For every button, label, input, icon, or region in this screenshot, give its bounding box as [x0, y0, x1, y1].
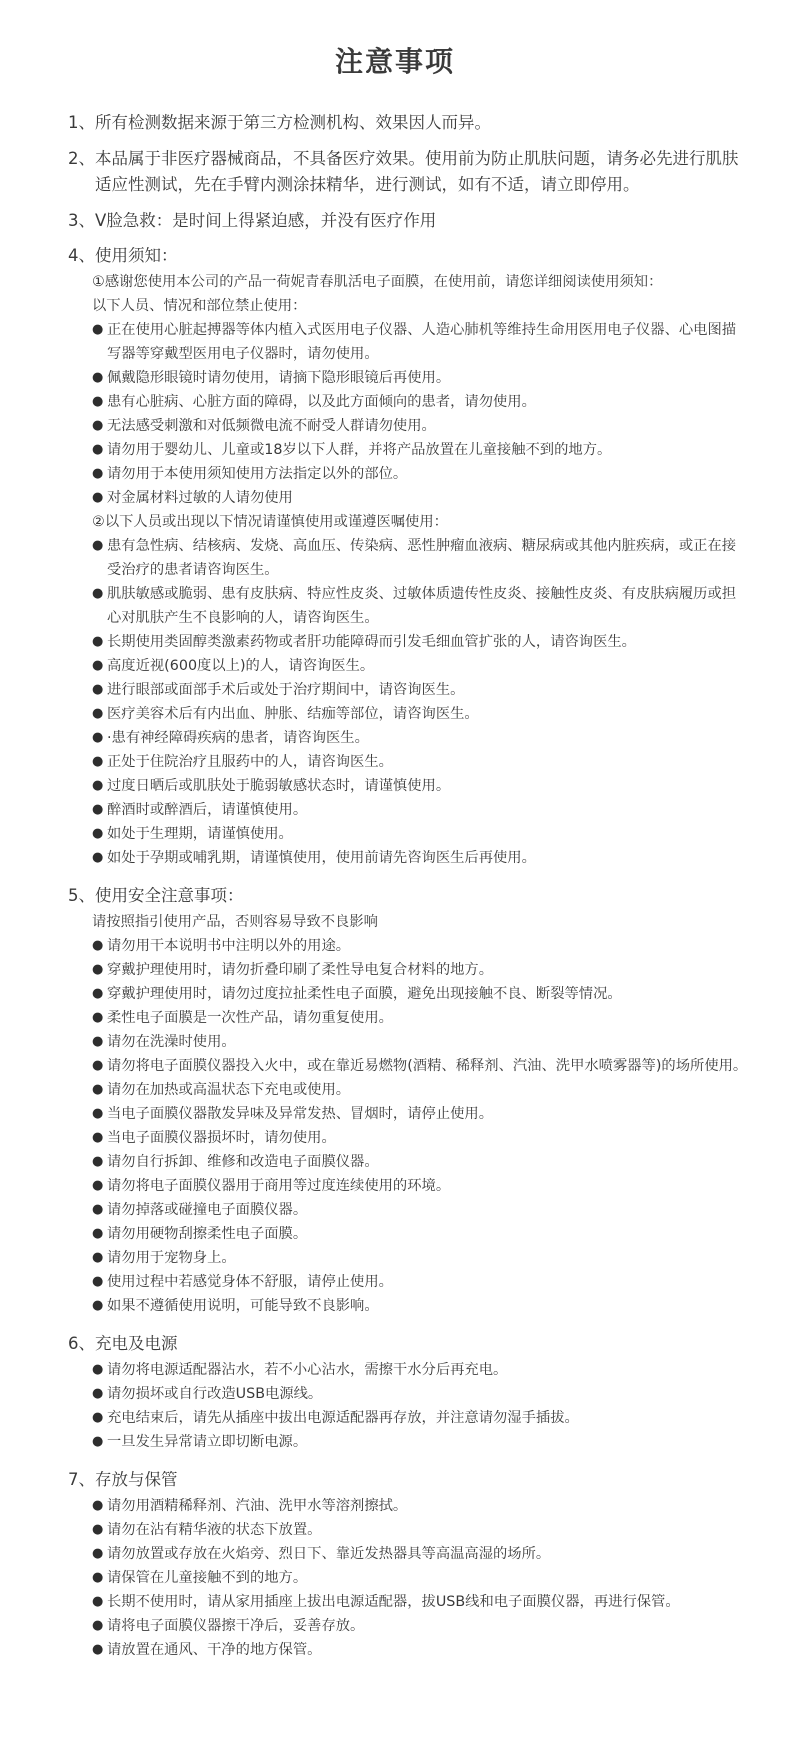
list-item-text: 对金属材料过敏的人请勿使用: [107, 490, 293, 506]
list-item-text: 请勿掉落或碰撞电子面膜仪器。: [107, 1202, 308, 1218]
list-item: [68, 654, 750, 678]
list-item: [68, 1150, 750, 1174]
list-item-text: 正处于住院治疗且服药中的人，请咨询医生。: [107, 754, 393, 770]
bullet-icon: ●: [92, 1298, 104, 1313]
safety-list: [68, 934, 750, 1318]
section-usage-notice: [68, 244, 750, 870]
section-safety: [68, 884, 750, 1318]
list-item: [68, 726, 750, 750]
list-item-text: 高度近视(600度以上)的人，请咨询医生。: [107, 658, 375, 674]
bullet-icon: ●: [92, 1522, 104, 1537]
item-number: 2、: [68, 149, 95, 168]
list-item-text: 过度日晒后或肌肤处于脆弱敏感状态时，请谨慎使用。: [107, 778, 451, 794]
list-item: [68, 1174, 750, 1198]
bullet-icon: ●: [92, 778, 104, 793]
bullet-icon: ●: [92, 442, 104, 457]
section-storage: [68, 1468, 750, 1662]
list-item: [68, 1614, 750, 1638]
list-item-text: 请放置在通风、干净的地方保管。: [107, 1642, 322, 1658]
bullet-icon: ●: [92, 1226, 104, 1241]
list-item: [68, 678, 750, 702]
list-item: [68, 582, 750, 630]
bullet-icon: ●: [92, 802, 104, 817]
bullet-icon: ●: [92, 1434, 104, 1449]
list-item-text: 如处于生理期，请谨慎使用。: [107, 826, 293, 842]
sub-title: ②以下人员或出现以下情况请谨慎使用或谨遵医嘱使用：: [92, 514, 448, 530]
list-item-text: 醉酒时或醉酒后，请谨慎使用。: [107, 802, 308, 818]
list-item: [68, 1590, 750, 1614]
list-item-text: 请勿自行拆卸、维修和改造电子面膜仪器。: [107, 1154, 379, 1170]
item-number: 3、: [68, 211, 95, 230]
list-item: [68, 774, 750, 798]
list-item-text: 请勿损坏或自行改造USB电源线。: [107, 1386, 323, 1402]
list-item-text: 请勿在洗澡时使用。: [107, 1034, 236, 1050]
list-item: [68, 534, 750, 582]
list-item: [68, 934, 750, 958]
bullet-icon: ●: [92, 1410, 104, 1425]
bullet-icon: ●: [92, 1154, 104, 1169]
list-item: [68, 982, 750, 1006]
list-item: [68, 414, 750, 438]
list-item: [68, 486, 750, 510]
bullet-icon: ●: [92, 826, 104, 841]
bullet-icon: ●: [92, 1362, 104, 1377]
list-item-text: 请勿放置或存放在火焰旁、烈日下、靠近发热器具等高温高湿的场所。: [107, 1546, 551, 1562]
item-number: 1、: [68, 113, 95, 132]
section-heading: 6、充电及电源: [68, 1334, 178, 1353]
list-item-text: 患有心脏病、心脏方面的障碍，以及此方面倾向的患者，请勿使用。: [107, 394, 536, 410]
list-item: [68, 1358, 750, 1382]
storage-list: [68, 1494, 750, 1662]
bullet-icon: ●: [92, 538, 104, 553]
list-item: [68, 1542, 750, 1566]
list-item: [68, 750, 750, 774]
numbered-item: [68, 146, 750, 198]
list-item: [68, 1494, 750, 1518]
prohibited-list: [68, 318, 750, 510]
item-text: V脸急救：是时间上得紧迫感，并没有医疗作用: [95, 211, 437, 230]
bullet-icon: ●: [92, 634, 104, 649]
section-heading: 5、使用安全注意事项：: [68, 886, 244, 905]
list-item-text: 请勿用于宠物身上。: [107, 1250, 236, 1266]
list-item-text: 柔性电子面膜是一次性产品，请勿重复使用。: [107, 1010, 393, 1026]
list-item: [68, 1518, 750, 1542]
list-item: [68, 1638, 750, 1662]
numbered-item: [68, 208, 750, 234]
bullet-icon: ●: [92, 1034, 104, 1049]
list-item-text: 进行眼部或面部手术后或处于治疗期间中，请咨询医生。: [107, 682, 465, 698]
page-title: 注意事项: [334, 45, 455, 78]
list-item-text: 一旦发生异常请立即切断电源。: [107, 1434, 308, 1450]
list-item-text: 无法感受刺激和对低频微电流不耐受人群请勿使用。: [107, 418, 436, 434]
charging-list: [68, 1358, 750, 1454]
bullet-icon: ●: [92, 1250, 104, 1265]
bullet-icon: ●: [92, 1618, 104, 1633]
bullet-icon: ●: [92, 658, 104, 673]
bullet-icon: ●: [92, 938, 104, 953]
section-intro: ①感谢您使用本公司的产品一荷妮青春肌活电子面膜，在使用前，请您详细阅读使用须知：: [92, 274, 663, 290]
caution-list: [68, 534, 750, 870]
bullet-icon: ●: [92, 490, 104, 505]
list-item-text: 请保管在儿童接触不到的地方。: [107, 1570, 308, 1586]
bullet-icon: ●: [92, 1498, 104, 1513]
list-item: [68, 366, 750, 390]
bullet-icon: ●: [92, 706, 104, 721]
list-item: [68, 1430, 750, 1454]
numbered-item: [68, 110, 750, 136]
list-item: [68, 958, 750, 982]
list-item-text: 肌肤敏感或脆弱、患有皮肤病、特应性皮炎、过敏体质遗传性皮炎、接触性皮炎、有皮肤病履历或担心对肌肤产生不良影响的人，请咨询医生。: [107, 586, 737, 626]
bullet-icon: ●: [92, 586, 104, 601]
list-item: [68, 1102, 750, 1126]
section-charging: [68, 1332, 750, 1454]
bullet-icon: ●: [92, 418, 104, 433]
bullet-icon: ●: [92, 1106, 104, 1121]
bullet-icon: ●: [92, 1386, 104, 1401]
bullet-icon: ●: [92, 1130, 104, 1145]
item-text: 本品属于非医疗器械商品，不具备医疗效果。使用前为防止肌肤问题，请务必先进行肌肤适应性测试，先在手臂内测涂抹精华，进行测试，如有不适，请立即停用。: [95, 149, 739, 194]
list-item: [68, 702, 750, 726]
list-item-text: 患有急性病、结核病、发烧、高血压、传染病、恶性肿瘤血液病、糖尿病或其他内脏疾病，或正在接受治疗的患者请咨询医生。: [107, 538, 737, 578]
bullet-icon: ●: [92, 754, 104, 769]
bullet-icon: ●: [92, 1274, 104, 1289]
list-item-text: 使用过程中若感觉身体不舒服，请停止使用。: [107, 1274, 393, 1290]
list-item-text: 穿戴护理使用时，请勿过度拉扯柔性电子面膜，避免出现接触不良、断裂等情况。: [107, 986, 622, 1002]
bullet-icon: ●: [92, 1058, 104, 1073]
list-item: [68, 1222, 750, 1246]
section-intro: 请按照指引使用产品，否则容易导致不良影响: [92, 914, 378, 930]
bullet-icon: ●: [92, 1202, 104, 1217]
bullet-icon: ●: [92, 1642, 104, 1657]
list-item-text: 请将电子面膜仪器擦干净后，妥善存放。: [107, 1618, 365, 1634]
list-item: [68, 1078, 750, 1102]
bullet-icon: ●: [92, 1010, 104, 1025]
list-item: [68, 1246, 750, 1270]
bullet-icon: ●: [92, 682, 104, 697]
list-item: [68, 1382, 750, 1406]
item-text: 所有检测数据来源于第三方检测机构、效果因人而异。: [95, 113, 491, 132]
list-item-text: 正在使用心脏起搏器等体内植入式医用电子仪器、人造心肺机等维持生命用医用电子仪器、心电图描写器等穿戴型医用电子仪器时，请勿使用。: [107, 322, 737, 362]
list-item-text: 医疗美容术后有内出血、肿胀、结痂等部位，请咨询医生。: [107, 706, 479, 722]
list-item-text: 请勿用干本说明书中注明以外的用途。: [107, 938, 351, 954]
bullet-icon: ●: [92, 370, 104, 385]
bullet-icon: ●: [92, 1546, 104, 1561]
sub-title: 以下人员、情况和部位禁止使用：: [92, 298, 307, 314]
numbered-items: [68, 110, 750, 234]
list-item-text: 长期不使用时，请从家用插座上拔出电源适配器，拔USB线和电子面膜仪器，再进行保管。: [107, 1594, 680, 1610]
list-item: [68, 1198, 750, 1222]
list-item: [68, 438, 750, 462]
list-item-text: 充电结束后，请先从插座中拔出电源适配器再存放，并注意请勿湿手插拔。: [107, 1410, 579, 1426]
list-item: [68, 630, 750, 654]
bullet-icon: ●: [92, 986, 104, 1001]
list-item: [68, 462, 750, 486]
bullet-icon: ●: [92, 850, 104, 865]
section-heading: 7、存放与保管: [68, 1470, 178, 1489]
list-item: [68, 318, 750, 366]
list-item-text: 长期使用类固醇类激素药物或者肝功能障碍而引发毛细血管扩张的人，请咨询医生。: [107, 634, 636, 650]
list-item-text: 请勿将电子面膜仪器投入火中，或在靠近易燃物(酒精、稀释剂、汽油、洗甲水喷雾器等)的场所使用。: [107, 1058, 748, 1074]
list-item: [68, 1406, 750, 1430]
list-item-text: 请勿将电源适配器沾水，若不小心沾水，需擦干水分后再充电。: [107, 1362, 508, 1378]
list-item-text: 请勿用硬物刮擦柔性电子面膜。: [107, 1226, 308, 1242]
bullet-icon: ●: [92, 1570, 104, 1585]
list-item: [68, 846, 750, 870]
list-item: [68, 1054, 750, 1078]
list-item-text: 穿戴护理使用时，请勿折叠印刷了柔性导电复合材料的地方。: [107, 962, 494, 978]
list-item-text: 当电子面膜仪器散发异味及异常发热、冒烟时，请停止使用。: [107, 1106, 494, 1122]
list-item-text: 佩戴隐形眼镜时请勿使用，请摘下隐形眼镜后再使用。: [107, 370, 451, 386]
list-item-text: 请勿用酒精稀释剂、汽油、洗甲水等溶剂擦拭。: [107, 1498, 408, 1514]
section-heading: 4、使用须知：: [68, 246, 178, 265]
list-item-text: 请勿用于婴幼儿、儿童或18岁以下人群，并将产品放置在儿童接触不到的地方。: [107, 442, 612, 458]
list-item-text: 当电子面膜仪器损坏时，请勿使用。: [107, 1130, 336, 1146]
list-item-text: 如果不遵循使用说明，可能导致不良影响。: [107, 1298, 379, 1314]
list-item-text: 如处于孕期或哺乳期，请谨慎使用，使用前请先咨询医生后再使用。: [107, 850, 536, 866]
bullet-icon: ●: [92, 466, 104, 481]
list-item: [68, 1566, 750, 1590]
bullet-icon: ●: [92, 1178, 104, 1193]
bullet-icon: ●: [92, 962, 104, 977]
list-item: [68, 1270, 750, 1294]
bullet-icon: ●: [92, 1082, 104, 1097]
list-item: [68, 798, 750, 822]
list-item: [68, 1030, 750, 1054]
list-item-text: 请勿在加热或高温状态下充电或使用。: [107, 1082, 351, 1098]
list-item: [68, 822, 750, 846]
list-item: [68, 1006, 750, 1030]
list-item-text: 请勿在沾有精华液的状态下放置。: [107, 1522, 322, 1538]
list-item-text: ·患有神经障碍疾病的患者，请咨询医生。: [107, 730, 369, 746]
list-item-text: 请勿用于本使用须知使用方法指定以外的部位。: [107, 466, 408, 482]
bullet-icon: ●: [92, 1594, 104, 1609]
bullet-icon: ●: [92, 394, 104, 409]
list-item-text: 请勿将电子面膜仪器用于商用等过度连续使用的环境。: [107, 1178, 451, 1194]
list-item: [68, 1294, 750, 1318]
list-item: [68, 1126, 750, 1150]
bullet-icon: ●: [92, 322, 104, 337]
list-item: [68, 390, 750, 414]
bullet-icon: ●: [92, 730, 104, 745]
